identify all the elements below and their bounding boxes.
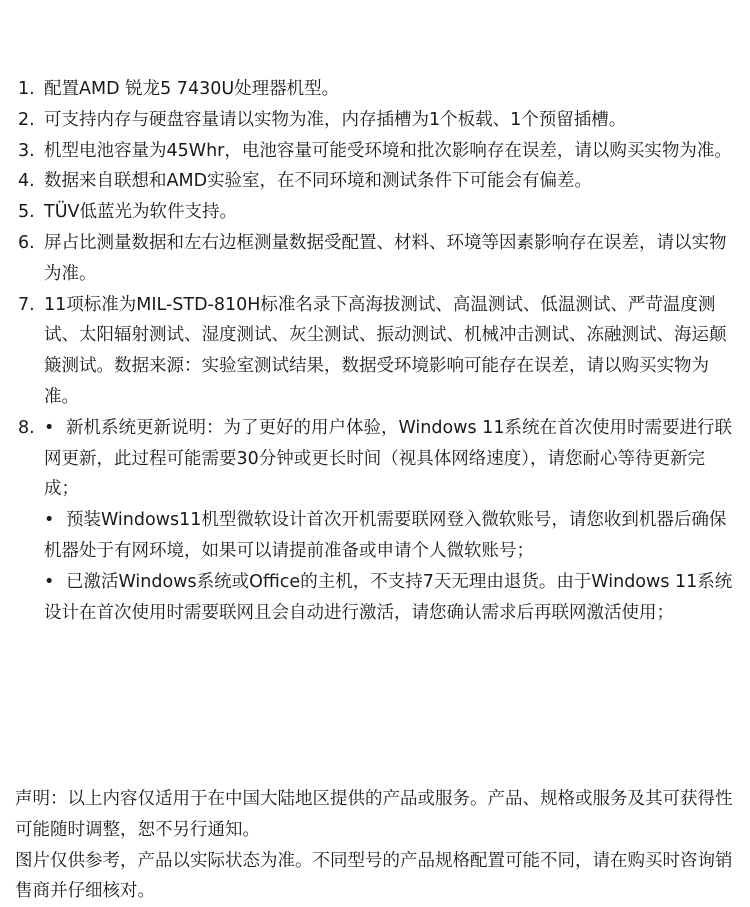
note-item-3 (18, 136, 738, 167)
note-item-6 (18, 228, 738, 290)
note-item-8 (18, 413, 738, 629)
note-item-4 (18, 166, 738, 197)
note-number: 5. (18, 202, 35, 223)
bullet-icon: • (44, 571, 55, 592)
note-number: 3. (18, 140, 35, 161)
windows-update-note (44, 413, 738, 505)
note-item-7 (18, 290, 738, 413)
note-sublist (44, 413, 738, 629)
note-text: 可支持内存与硬盘容量请以实物为准，内存插槽为1个板载、1个预留插槽。 (44, 109, 627, 130)
note-number: 2. (18, 109, 35, 130)
sub-note-text: 已激活Windows系统或Office的主机，不支持7天无理由退货。由于Windows 11系统设计在首次使用时需要联网且会自动进行激活，请您确认需求后再联网激活使用； (44, 571, 733, 623)
note-text: 配置AMD 锐龙5 7430U处理器机型。 (44, 79, 340, 99)
note-number: 6. (18, 232, 35, 253)
bullet-icon: • (44, 417, 55, 438)
note-number: 1. (18, 79, 35, 99)
note-number: 4. (18, 171, 35, 192)
note-number: 8. (18, 417, 35, 438)
disclaimer (15, 784, 739, 907)
note-item-5 (18, 197, 738, 228)
note-item-2 (18, 105, 738, 136)
note-text: 11项标准为MIL-STD-810H标准名录下高海拔测试、高温测试、低温测试、严苛温度测试、太阳辐射测试、湿度测试、灰尘测试、振动测试、机械冲击测试、冻融测试、海运颠簸测试。数据来源：实验室测试结果，数据受环境影响可能存在误差，请以购买实物为准。 (44, 294, 727, 407)
note-item-1 (18, 74, 738, 105)
note-text: 数据来自联想和AMD实验室，在不同环境和测试条件下可能会有偏差。 (44, 171, 593, 192)
sub-note-text: 新机系统更新说明：为了更好的用户体验，Windows 11系统在首次使用时需要进行联网更新，此过程可能需要30分钟或更长时间（视具体网络速度），请您耐心等待更新完成； (44, 417, 732, 500)
notes-list (18, 74, 738, 628)
disclaimer-image-notice: 图片仅供参考，产品以实际状态为准。不同型号的产品规格配置可能不同，请在购买时咨询销售商并仔细核对。 (15, 850, 733, 902)
activation-return-note (44, 567, 738, 629)
note-text: 屏占比测量数据和左右边框测量数据受配置、材料、环境等因素影响存在误差，请以实物为准。 (44, 232, 727, 284)
note-text: 机型电池容量为45Whr，电池容量可能受环境和批次影响存在误差，请以购买实物为准。 (44, 140, 732, 161)
microsoft-account-note (44, 505, 738, 567)
note-text: TÜV低蓝光为软件支持。 (44, 202, 237, 223)
sub-note-text: 预装Windows11机型微软设计首次开机需要联网登入微软账号，请您收到机器后确保机器处于有网环境，如果可以请提前准备或申请个人微软账号； (44, 510, 727, 561)
bullet-icon: • (44, 510, 55, 531)
disclaimer-statement: 声明：以上内容仅适用于在中国大陆地区提供的产品或服务。产品、规格或服务及其可获得性可能随时调整，恕不另行通知。 (15, 789, 733, 840)
note-number: 7. (18, 294, 35, 315)
